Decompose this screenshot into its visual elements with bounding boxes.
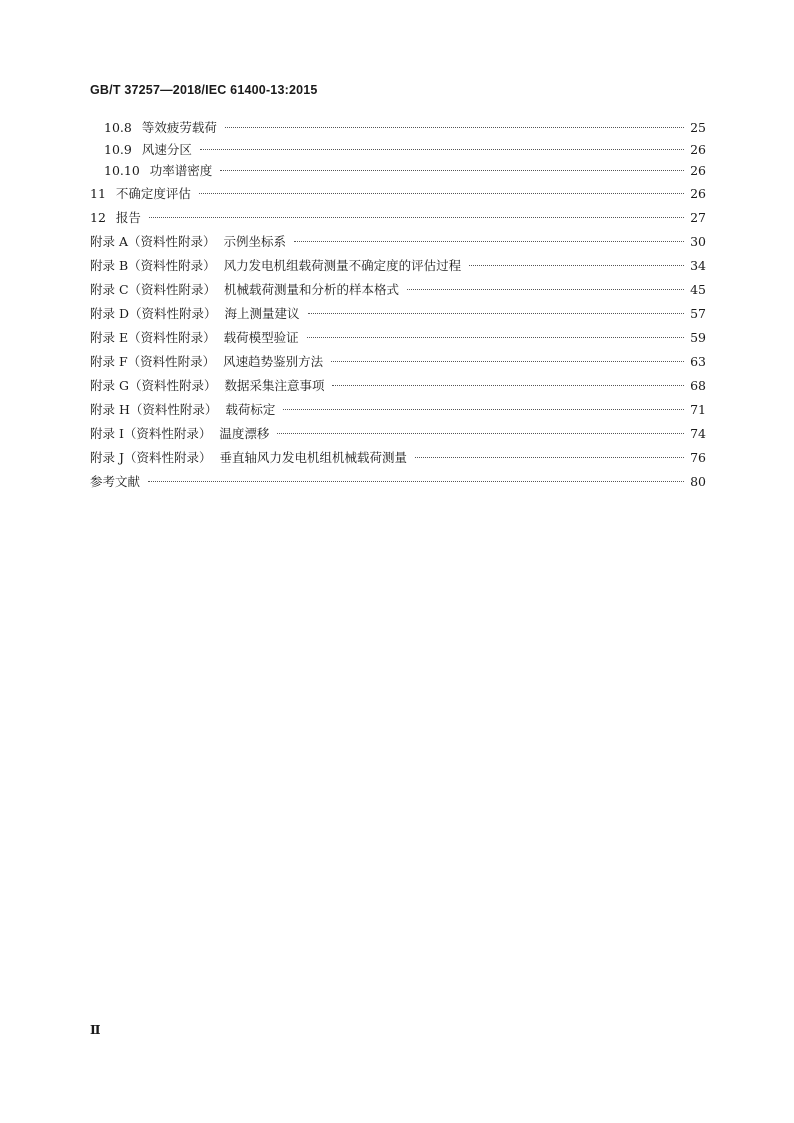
toc-entry-annex[interactable] xyxy=(90,302,706,326)
toc-entry-page: 74 xyxy=(690,425,706,441)
toc-entry-page: 71 xyxy=(690,401,706,417)
page-number: Ⅱ xyxy=(90,1022,101,1037)
toc-leader-dots xyxy=(220,170,684,171)
toc-entry-page: 57 xyxy=(690,305,706,321)
toc-entry-page: 26 xyxy=(690,185,706,201)
toc-entry-page: 30 xyxy=(690,233,706,249)
toc-entry[interactable] xyxy=(90,139,706,161)
toc-entry-title: 参考文献 xyxy=(90,473,141,489)
toc-entry-page: 68 xyxy=(690,377,706,393)
table-of-contents xyxy=(90,117,706,494)
toc-entry-number: 附录 C（资料性附录） xyxy=(90,281,217,297)
toc-entry-title: 垂直轴风力发电机组机械载荷测量 xyxy=(219,449,408,465)
toc-entry-page: 27 xyxy=(690,209,706,225)
standard-code-header: GB/T 37257—2018/IEC 61400-13:2015 xyxy=(90,83,318,97)
toc-entry-title: 风力发电机组载荷测量不确定度的评估过程 xyxy=(223,257,462,273)
toc-entry-annex[interactable] xyxy=(90,230,706,254)
toc-leader-dots xyxy=(332,385,684,386)
toc-entry[interactable] xyxy=(90,160,706,182)
toc-entry-annex[interactable] xyxy=(90,350,706,374)
toc-entry-title: 等效疲劳载荷 xyxy=(141,120,217,135)
toc-entry-title: 海上测量建议 xyxy=(224,305,300,321)
toc-leader-dots xyxy=(331,361,684,362)
toc-entry-annex[interactable] xyxy=(90,326,706,350)
toc-entry-page: 59 xyxy=(690,329,706,345)
toc-entry-annex[interactable] xyxy=(90,374,706,398)
toc-entry-page: 76 xyxy=(690,449,706,465)
toc-entry-bibliography[interactable] xyxy=(90,470,706,494)
toc-leader-dots xyxy=(283,409,684,410)
toc-leader-dots xyxy=(469,265,684,266)
toc-entry[interactable] xyxy=(90,117,706,139)
toc-leader-dots xyxy=(407,289,684,290)
toc-entry-page: 34 xyxy=(690,257,706,273)
toc-entry-number: 10.9 xyxy=(104,141,132,157)
toc-entry-annex[interactable] xyxy=(90,278,706,302)
toc-entry-number: 10.8 xyxy=(104,120,132,135)
toc-leader-dots xyxy=(277,433,684,434)
toc-entry-number: 10.10 xyxy=(104,163,140,178)
toc-entry-title: 数据采集注意事项 xyxy=(224,377,325,393)
toc-leader-dots xyxy=(294,241,684,242)
toc-entry-number: 附录 J（资料性附录） xyxy=(90,449,212,465)
toc-entry-title: 功率谱密度 xyxy=(149,163,213,178)
toc-entry-annex[interactable] xyxy=(90,254,706,278)
toc-entry-page: 45 xyxy=(690,281,706,297)
toc-entry-number: 附录 A（资料性附录） xyxy=(90,233,216,249)
toc-entry-number: 附录 E（资料性附录） xyxy=(90,329,216,345)
toc-entry-annex[interactable] xyxy=(90,446,706,470)
toc-entry-number: 附录 F（资料性附录） xyxy=(90,353,216,369)
toc-entry-number: 11 xyxy=(90,185,106,201)
toc-entry-page: 25 xyxy=(690,120,706,135)
toc-entry[interactable] xyxy=(90,182,706,206)
toc-entry-title: 风速趋势鉴别方法 xyxy=(223,353,324,369)
toc-entry-title: 载荷标定 xyxy=(225,401,276,417)
toc-entry-annex[interactable] xyxy=(90,398,706,422)
toc-leader-dots xyxy=(148,481,684,482)
toc-entry-annex[interactable] xyxy=(90,422,706,446)
toc-entry-page: 80 xyxy=(690,473,706,489)
toc-entry-number: 附录 I（资料性附录） xyxy=(90,425,212,441)
toc-entry-number: 附录 H（资料性附录） xyxy=(90,401,218,417)
toc-entry-page: 63 xyxy=(690,353,706,369)
toc-entry-number: 附录 G（资料性附录） xyxy=(90,377,217,393)
toc-entry-title: 报告 xyxy=(115,209,141,225)
toc-entry-title: 示例坐标系 xyxy=(223,233,287,249)
toc-entry-title: 载荷模型验证 xyxy=(223,329,299,345)
toc-leader-dots xyxy=(415,457,684,458)
toc-entry-page: 26 xyxy=(690,141,706,157)
toc-leader-dots xyxy=(225,127,684,128)
toc-entry-title: 机械载荷测量和分析的样本格式 xyxy=(224,281,400,297)
toc-entry-title: 不确定度评估 xyxy=(115,185,191,201)
toc-entry-number: 12 xyxy=(90,209,106,225)
toc-entry-number: 附录 B（资料性附录） xyxy=(90,257,216,273)
toc-entry-title: 温度漂移 xyxy=(219,425,270,441)
toc-entry[interactable] xyxy=(90,206,706,230)
toc-leader-dots xyxy=(199,193,684,194)
toc-leader-dots xyxy=(149,217,684,218)
toc-leader-dots xyxy=(308,313,685,314)
toc-leader-dots xyxy=(200,149,684,150)
toc-entry-page: 26 xyxy=(690,163,706,178)
toc-entry-title: 风速分区 xyxy=(141,141,192,157)
toc-leader-dots xyxy=(307,337,684,338)
toc-entry-number: 附录 D（资料性附录） xyxy=(90,305,217,321)
